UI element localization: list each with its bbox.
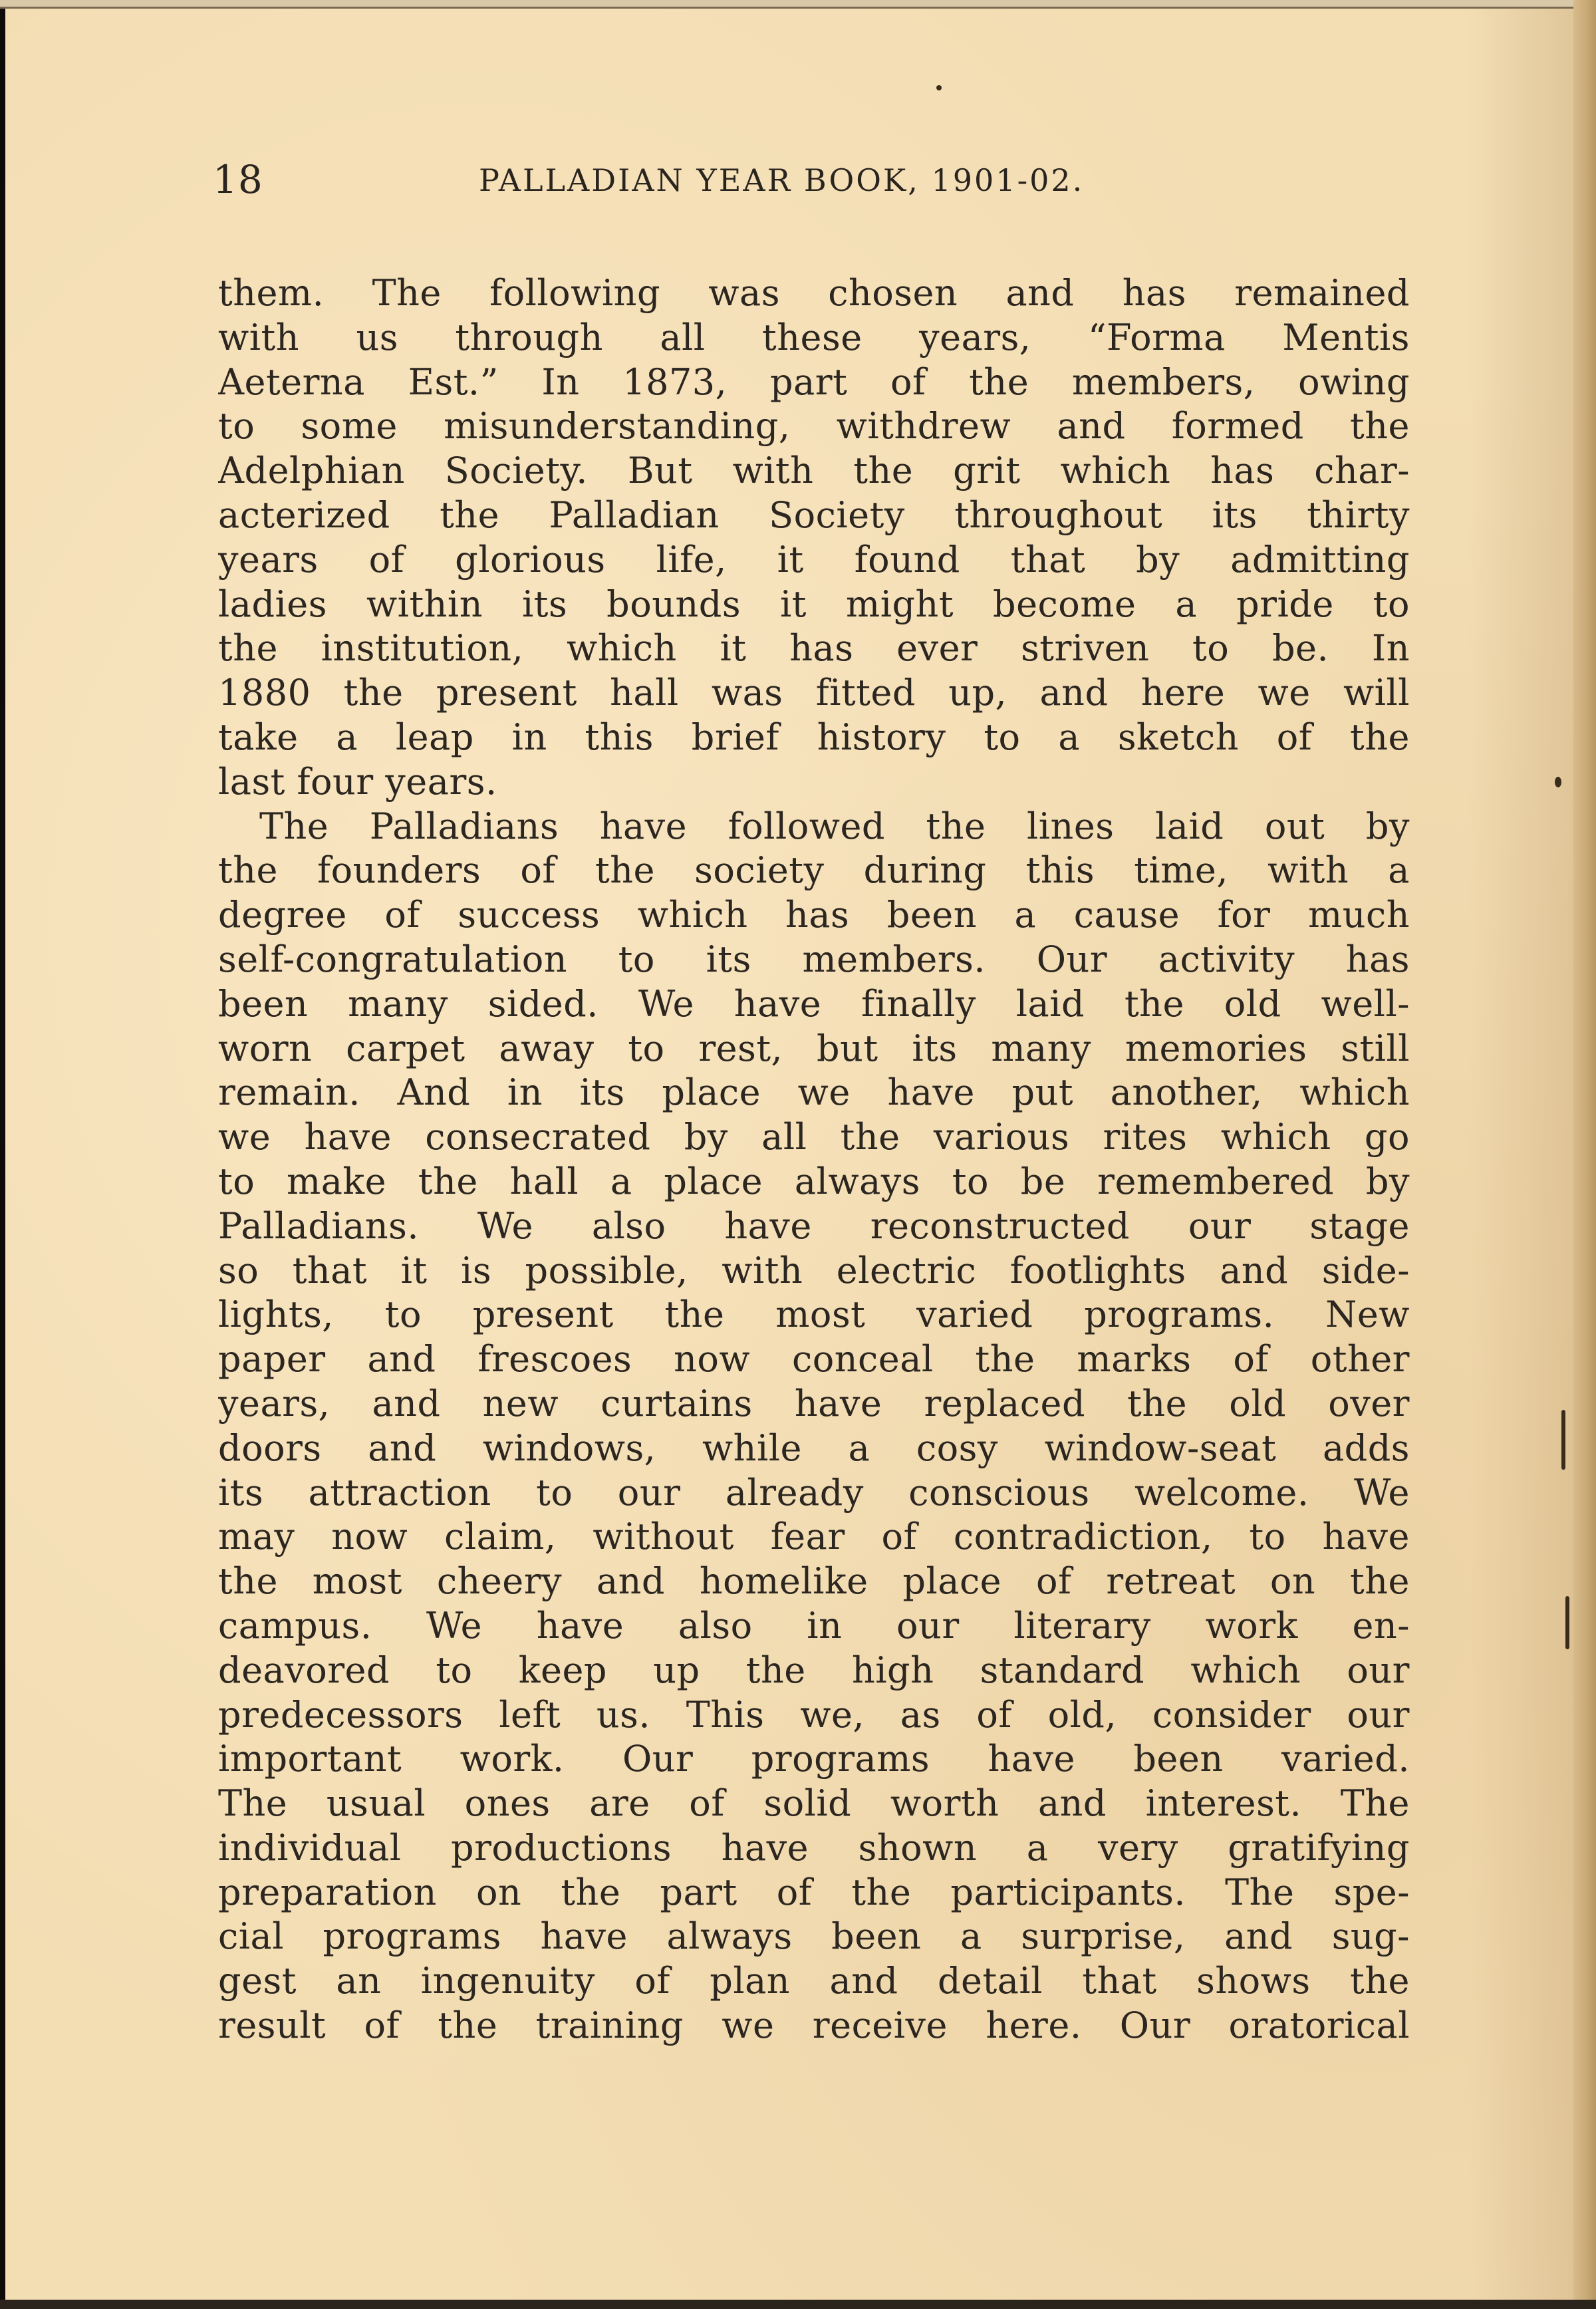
text-line: The Palladians have followed the lines laid out by (259, 805, 1410, 847)
text-line: take a leap in this brief history to a sketch of the (218, 716, 1410, 758)
paper-blemish (1561, 1410, 1565, 1470)
text-line: them. The following was chosen and has remained (218, 272, 1410, 314)
text-line: we have consecrated by all the various rites which go (218, 1116, 1410, 1158)
text-line: been many sided. We have finally laid the old well- (218, 982, 1410, 1025)
text-line: ladies within its bounds it might become a pride to (218, 583, 1410, 625)
text-line: The usual ones are of solid worth and interest. The (218, 1782, 1410, 1825)
text-line: campus. We have also in our literary work en- (218, 1604, 1410, 1647)
text-line: to make the hall a place always to be remembered by (218, 1160, 1410, 1202)
text-line: result of the training we receive here. Our oratorical (218, 2004, 1410, 2047)
text-line: preparation on the part of the participants. The spe- (218, 1871, 1410, 1913)
page-right-edge (1573, 0, 1596, 2309)
text-line: the founders of the society during this time, with a (218, 849, 1410, 892)
text-line: Aeterna Est.” In 1873, part of the members, owing (218, 360, 1410, 403)
text-line: so that it is possible, with electric footlights and side- (218, 1249, 1410, 1291)
page-bottom-edge (0, 2300, 1596, 2309)
text-line: deavored to keep up the high standard which our (218, 1649, 1410, 1691)
text-line: years, and new curtains have replaced the old over (218, 1382, 1410, 1425)
running-head: PALLADIAN YEAR BOOK, 1901-02. (479, 162, 1085, 198)
text-line: cial programs have always been a surprise, and sug- (218, 1915, 1410, 1958)
text-line: lights, to present the most varied programs. New (218, 1293, 1410, 1336)
paper-page (5, 0, 1596, 2309)
text-line: degree of success which has been a cause for much (218, 894, 1410, 936)
text-line: may now claim, without fear of contradiction, to have (218, 1516, 1410, 1558)
page-header (213, 157, 1423, 210)
text-line: to some misunderstanding, withdrew and formed the (218, 405, 1410, 448)
text-line: individual productions have shown a very gratifying (218, 1826, 1410, 1869)
text-line: acterized the Palladian Society throughout its thirty (218, 493, 1410, 536)
text-line: 1880 the present hall was fitted up, and here we will (218, 672, 1410, 714)
page-number: 18 (213, 157, 263, 202)
text-line: last four years. (218, 760, 497, 803)
text-line: doors and windows, while a cosy window-seat adds (218, 1426, 1410, 1469)
text-line: self-congratulation to its members. Our activity has (218, 938, 1410, 980)
text-line: remain. And in its place we have put another, which (218, 1071, 1410, 1114)
text-line: Palladians. We also have reconstructed our stage (218, 1204, 1410, 1247)
paper-blemish (1555, 777, 1561, 787)
text-line: predecessors left us. This we, as of old, consider our (218, 1693, 1410, 1736)
text-line: gest an ingenuity of plan and detail that shows the (218, 1960, 1410, 2002)
text-line: the most cheery and homelike place of retreat on the (218, 1560, 1410, 1603)
text-line: paper and frescoes now conceal the marks of other (218, 1338, 1410, 1381)
page-top-edge (0, 0, 1596, 9)
paper-blemish (1565, 1596, 1569, 1649)
paper-blemish (936, 85, 942, 90)
text-line: its attraction to our already conscious welcome. We (218, 1471, 1410, 1514)
text-line: important work. Our programs have been varied. (218, 1738, 1410, 1780)
text-line: with us through all these years, “Forma Mentis (218, 316, 1410, 358)
body-text (218, 271, 1410, 2048)
text-line: years of glorious life, it found that by admitting (218, 538, 1410, 581)
text-line: the institution, which it has ever striven to be. In (218, 627, 1410, 670)
text-line: worn carpet away to rest, but its many memories still (218, 1027, 1410, 1069)
text-line: Adelphian Society. But with the grit which has char- (218, 450, 1410, 492)
